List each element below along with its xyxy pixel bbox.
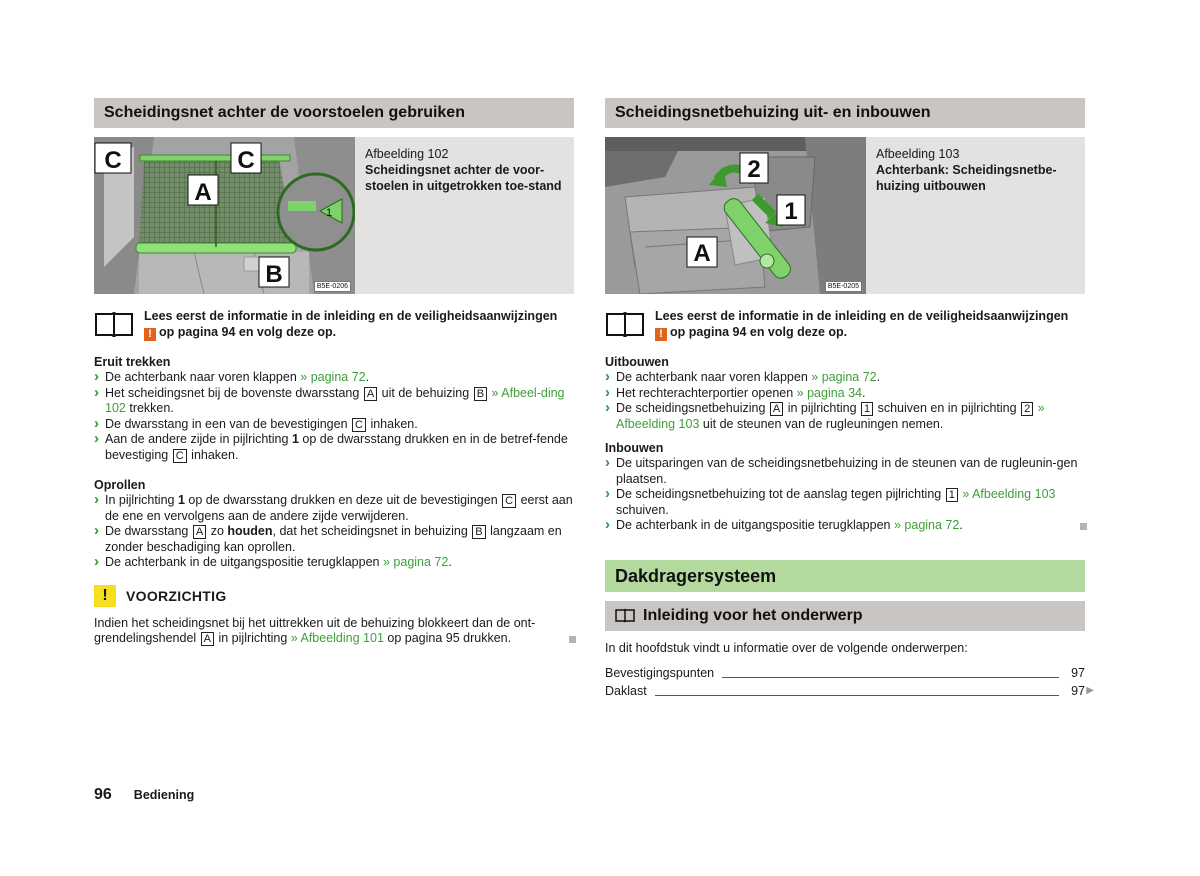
subheading-remove: Uitbouwen xyxy=(605,355,669,369)
caution-header xyxy=(94,585,574,607)
install-steps xyxy=(605,456,1085,534)
left-column xyxy=(94,98,574,647)
list-item: › De achterbank naar voren klappen » pagina 72. xyxy=(605,370,1085,386)
figure-link[interactable]: » Afbeelding 101 xyxy=(290,631,384,645)
pull-out-steps xyxy=(94,370,574,463)
book-icon xyxy=(605,310,645,338)
label-2: 2 xyxy=(747,156,761,183)
end-mark xyxy=(1080,523,1087,530)
figure-102-image xyxy=(94,137,355,294)
list-item: › De achterbank in de uitgangspositie terugklappen » pagina 72. xyxy=(94,555,574,571)
page-link[interactable]: » pagina 72 xyxy=(300,370,366,384)
warning-icon: ! xyxy=(655,328,667,341)
list-item: › De dwarsstang A zo houden, dat het scheidingsnet in behuizing B langzaam en zonder beschadiging kan oprollen. xyxy=(94,524,574,555)
safety-notice xyxy=(94,308,574,341)
figure-number: Afbeelding 102 xyxy=(365,147,449,161)
notice-line2: op pagina 94 en volg deze op. xyxy=(670,325,848,339)
roll-up-steps xyxy=(94,493,574,571)
subheading-pull-out: Eruit trekken xyxy=(94,355,171,369)
list-item: › In pijlrichting 1 op de dwarsstang drukken en deze uit de bevestigingen C eerst aan de ene en vervolgens aan de andere zijde verwijderen. xyxy=(94,493,574,524)
section-heading-housing: Scheidingsnetbehuizing uit- en inbouwen xyxy=(605,98,1085,128)
seat-housing-illustration xyxy=(605,137,866,294)
toc-page: 97 xyxy=(1071,665,1085,680)
toc-row[interactable] xyxy=(605,682,1094,700)
book-icon xyxy=(615,608,635,623)
subheading-roll-up: Oprollen xyxy=(94,478,146,492)
page-footer xyxy=(94,786,194,804)
toc-leader xyxy=(655,695,1059,696)
page-link[interactable]: » pagina 72 xyxy=(811,370,877,384)
intro-heading-text: Inleiding voor het onderwerp xyxy=(643,606,863,624)
caution-icon: ! xyxy=(94,585,116,607)
toc-label: Bevestigingspunten xyxy=(605,665,715,680)
list-item: › Aan de andere zijde in pijlrichting 1 op de dwarsstang drukken en in de betref-fende bevestiging C inhaken. xyxy=(94,432,574,463)
label-c-right: C xyxy=(237,147,255,174)
continue-arrow-icon: ▶ xyxy=(1086,684,1094,696)
figure-103 xyxy=(605,137,1085,294)
toc-leader xyxy=(722,677,1059,678)
toc-label: Daklast xyxy=(605,683,647,698)
notice-line2: op pagina 94 en volg deze op. xyxy=(159,325,337,339)
list-item: › Het rechterachterportier openen » pagina 34. xyxy=(605,386,1085,402)
toc-page: 97 xyxy=(1071,683,1085,698)
label-a: A xyxy=(194,179,212,206)
intro-heading xyxy=(605,601,1085,631)
right-column xyxy=(605,98,1094,700)
page-number: 96 xyxy=(94,786,112,803)
book-icon xyxy=(94,310,134,338)
figure-103-image xyxy=(605,137,866,294)
figure-link[interactable]: » Afbeelding 103 xyxy=(962,487,1056,501)
subheading-install: Inbouwen xyxy=(605,441,664,455)
table-of-contents xyxy=(605,664,1094,700)
notice-line1: Lees eerst de informatie in de inleiding en de veiligheidsaanwijzingen xyxy=(144,309,558,323)
footer-section: Bediening xyxy=(133,788,195,802)
list-item: › De scheidingsnetbehuizing A in pijlrichting 1 schuiven en in pijlrichting 2 » Afbeelding 103 uit de steunen van de rugleuningen nemen. xyxy=(605,401,1085,432)
cargo-net-illustration xyxy=(94,137,355,294)
caution-title: VOORZICHTIG xyxy=(126,587,227,604)
section-heading-net: Scheidingsnet achter de voorstoelen gebruiken xyxy=(94,98,574,128)
page-link[interactable]: » pagina 72 xyxy=(382,555,449,569)
figure-caption xyxy=(866,137,1085,294)
label-1: 1 xyxy=(784,198,798,225)
list-item: › Het scheidingsnet bij de bovenste dwarsstang A uit de behuizing B » Afbeel-ding 102 trekken. xyxy=(94,386,574,417)
figure-title: Achterbank: Scheidingsnetbe-huizing uitbouwen xyxy=(876,163,1057,193)
list-item: › De achterbank naar voren klappen » pagina 72. xyxy=(94,370,574,386)
list-item: › De scheidingsnetbehuizing tot de aanslag tegen pijlrichting 1 » Afbeelding 103 schuiven. xyxy=(605,487,1085,518)
intro-text: In dit hoofdstuk vindt u informatie over de volgende onderwerpen: xyxy=(605,640,968,655)
list-item: › De achterbank in de uitgangspositie terugklappen » pagina 72. xyxy=(605,518,1085,534)
label-c-left: C xyxy=(104,147,122,174)
label-a: A xyxy=(693,240,711,267)
list-item: › De uitsparingen van de scheidingsnetbehuizing in de steunen van de rugleunin-gen plaatsen. xyxy=(605,456,1085,487)
caution-text: Indien het scheidingsnet bij het uittrekken uit de behuizing blokkeert dan de ont-grendelingshendel A in pijlrichting » Afbeelding 101 op pagina 95 drukken. xyxy=(94,616,574,647)
end-mark xyxy=(569,636,576,643)
label-b: B xyxy=(265,261,283,288)
figure-number: Afbeelding 103 xyxy=(876,147,960,161)
figure-code: B5E-0206 xyxy=(314,281,351,292)
list-item: › De dwarsstang in een van de bevestigingen C inhaken. xyxy=(94,417,574,433)
toc-row[interactable] xyxy=(605,664,1085,682)
notice-line1: Lees eerst de informatie in de inleiding en de veiligheidsaanwijzingen xyxy=(655,309,1069,323)
figure-link[interactable]: » Afbeel-ding 102 xyxy=(105,385,565,415)
figure-code: B5E-0205 xyxy=(825,281,862,292)
figure-link[interactable]: » Afbeelding 103 xyxy=(616,401,1045,431)
page-link[interactable]: » pagina 34 xyxy=(796,385,863,400)
page-link[interactable]: » pagina 72 xyxy=(893,518,960,532)
warning-icon: ! xyxy=(144,328,156,341)
figure-caption xyxy=(355,137,574,294)
figure-102 xyxy=(94,137,574,294)
chapter-heading: Dakdragersysteem xyxy=(605,560,1085,592)
arrow-label-1: 1 xyxy=(326,207,333,219)
figure-title: Scheidingsnet achter de voor-stoelen in uitgetrokken toe-stand xyxy=(365,163,562,193)
safety-notice xyxy=(605,308,1085,341)
remove-steps xyxy=(605,370,1085,432)
